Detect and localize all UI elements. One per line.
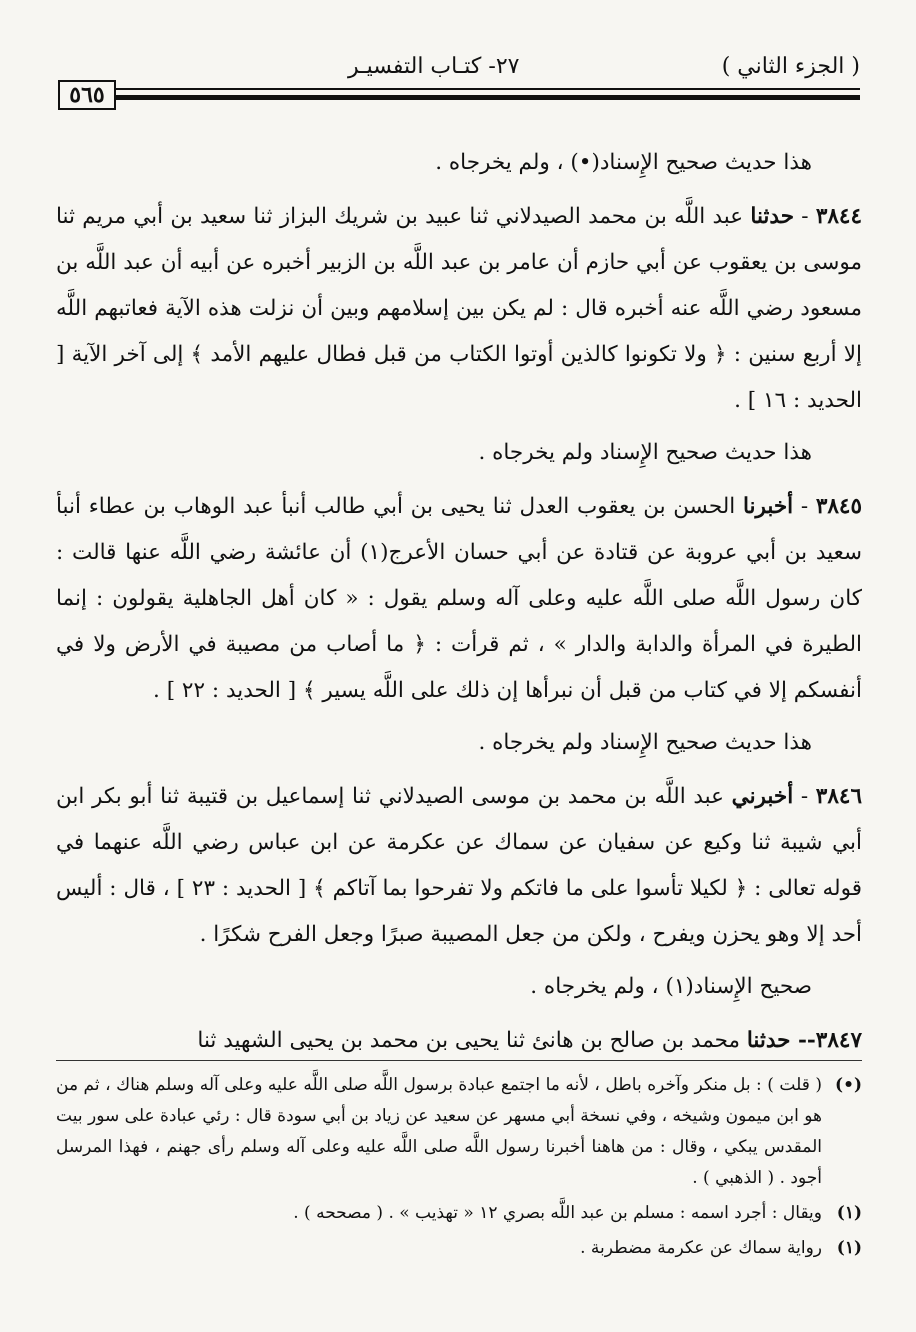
footnote xyxy=(56,1198,862,1229)
ruling-line: هذا حديث صحيح الإِسناد ولم يخرجاه . xyxy=(478,730,812,755)
footnote-text: ( قلت ) : بل منكر وآخره باطل ، لأنه ما اجتمع عبادة برسول اللَّه صلى اللَّه عليه وعلى آله وسلم هناك ، ثم من هو ابن ميمون وشيخه ، وفي نسخة أبي مسهر عن سعيد عن زياد بن أبي سودة قال : رئي عبادة على سور بيت المقدس يبكي ، وقال : من هاهنا أخبرنا رسول اللَّه صلى اللَّه عليه وعلى آله وسلم رأى جهنم ، فهذا المرسل أجود . ( الذهبي ) . xyxy=(56,1075,822,1188)
header-rule-thick xyxy=(98,95,860,100)
transmission-verb: أخبرنا xyxy=(742,494,794,519)
hadith-number: ٣٨٤٤ xyxy=(815,204,863,229)
footnote-divider xyxy=(56,1060,862,1061)
main-text xyxy=(56,140,862,1070)
header-rule-thin xyxy=(98,88,860,90)
book-title: ٢٧- كتـاب التفسيـر xyxy=(348,54,520,79)
part-label: ( الجزء الثاني ) xyxy=(721,54,860,79)
ruling-line: هذا حديث صحيح الإِسناد ولم يخرجاه . xyxy=(478,440,812,465)
footnote-text: رواية سماك عن عكرمة مضطربة . xyxy=(580,1238,822,1258)
hadith-number: ٣٨٤٧ xyxy=(815,1028,862,1053)
hadith-paragraph: ٣٨٤٦ - أخبرني عبد اللَّه بن محمد بن موسى الصيدلاني ثنا إسماعيل بن قتيبة ثنا أبو بكر ابن أبي شيبة ثنا وكيع عن سفيان عن سماك عن عكرمة عن ابن عباس رضي اللَّه عنهما في قوله تعالى : ﴿ لكيلا تأسوا على ما فاتكم ولا تفرحوا بما آتاكم ﴾ [ الحديد : ٢٣ ] ، قال : أليس أحد إلا وهو يحزن ويفرح ، ولكن من جعل المصيبة صبرًا وجعل الفرح شكرًا . xyxy=(56,784,862,947)
page-number: ٥٦٥ xyxy=(58,80,116,110)
footnotes xyxy=(56,1070,862,1264)
footnote xyxy=(56,1070,862,1194)
transmission-verb: حدثنا xyxy=(750,204,794,229)
hadith-paragraph: ٣٨٤٥ - أخبرنا الحسن بن يعقوب العدل ثنا يحيى بن أبي طالب أنبأ عبد الوهاب بن عطاء أنبأ سعيد بن أبي عروبة عن قتادة عن أبي حسان الأعرج(١) أن عائشة رضي اللَّه عنها قالت : كان رسول اللَّه صلى اللَّه عليه وعلى آله وسلم يقول : « كان أهل الجاهلية يقولون : إنما الطيرة في المرأة والدابة والدار » ، ثم قرأت : ﴿ ما أصاب من مصيبة في الأرض ولا في أنفسكم إلا في كتاب من قبل أن نبرأها إن ذلك على اللَّه يسير ﴾ [ الحديد : ٢٢ ] . xyxy=(56,494,863,703)
transmission-verb: -- حدثنا xyxy=(746,1028,816,1053)
footnote-mark: (١) xyxy=(836,1238,862,1258)
page-header xyxy=(58,52,860,112)
footnote xyxy=(56,1233,862,1264)
hadith-number: ٣٨٤٦ xyxy=(815,784,862,809)
ruling-line: هذا حديث صحيح الإِسناد(•) ، ولم يخرجاه . xyxy=(435,150,812,175)
ruling-line: صحيح الإِسناد(١) ، ولم يخرجاه . xyxy=(530,974,812,999)
transmission-verb: أخبرني xyxy=(731,784,794,809)
hadith-number: ٣٨٤٥ xyxy=(815,494,863,519)
hadith-text: محمد بن صالح بن هانئ ثنا يحيى بن محمد بن يحيى الشهيد ثنا xyxy=(197,1028,747,1053)
footnote-mark: (•) xyxy=(835,1075,862,1095)
hadith-text: عبد اللَّه بن محمد الصيدلاني ثنا عبيد بن شريك البزاز ثنا سعيد بن أبي مريم ثنا موسى بن يعقوب عن أبي حازم أن عامر بن عبد اللَّه بن الزبير أخبره عن أبيه أن عبد اللَّه بن مسعود رضي اللَّه عنه أخبره قال : لم يكن بين إسلامهم وبين أن نزلت هذه الآية فعاتبهم اللَّه إلا أربع سنين : ﴿ ولا تكونوا كالذين أوتوا الكتاب من قبل فطال عليهم الأمد ﴾ إلى آخر الآية [ الحديد : ١٦ ] . xyxy=(56,204,862,413)
hadith-text: الحسن بن يعقوب العدل ثنا يحيى بن أبي طالب أنبأ عبد الوهاب بن عطاء أنبأ سعيد بن أبي عروبة عن قتادة عن أبي حسان الأعرج(١) أن عائشة رضي اللَّه عنها قالت : كان رسول اللَّه صلى اللَّه عليه وعلى آله وسلم يقول : « كان أهل الجاهلية يقولون : إنما الطيرة في المرأة والدابة والدار » ، ثم قرأت : ﴿ ما أصاب من مصيبة في الأرض ولا في أنفسكم إلا في كتاب من قبل أن نبرأها إن ذلك على اللَّه يسير ﴾ [ الحديد : ٢٢ ] . xyxy=(56,494,862,703)
hadith-paragraph xyxy=(56,1018,862,1064)
hadith-paragraph: ٣٨٤٤ - حدثنا عبد اللَّه بن محمد الصيدلاني ثنا عبيد بن شريك البزاز ثنا سعيد بن أبي مريم ثنا موسى بن يعقوب عن أبي حازم أن عامر بن عبد اللَّه بن الزبير أخبره عن أبيه أن عبد اللَّه بن مسعود رضي اللَّه عنه أخبره قال : لم يكن بين إسلامهم وبين أن نزلت هذه الآية فعاتبهم اللَّه إلا أربع سنين : ﴿ ولا تكونوا كالذين أوتوا الكتاب من قبل فطال عليهم الأمد ﴾ إلى آخر الآية [ الحديد : ١٦ ] . xyxy=(56,204,863,413)
hadith-text: عبد اللَّه بن محمد بن موسى الصيدلاني ثنا إسماعيل بن قتيبة ثنا أبو بكر ابن أبي شيبة ثنا وكيع عن سفيان عن سماك عن عكرمة عن ابن عباس رضي اللَّه عنهما في قوله تعالى : ﴿ لكيلا تأسوا على ما فاتكم ولا تفرحوا بما آتاكم ﴾ [ الحديد : ٢٣ ] ، قال : أليس أحد إلا وهو يحزن ويفرح ، ولكن من جعل المصيبة صبرًا وجعل الفرح شكرًا . xyxy=(56,784,862,947)
footnote-text: ويقال : أجرد اسمه : مسلم بن عبد اللَّه بصري ١٢ « تهذيب » . ( مصححه ) . xyxy=(293,1203,822,1223)
footnote-mark: (١) xyxy=(836,1203,862,1223)
